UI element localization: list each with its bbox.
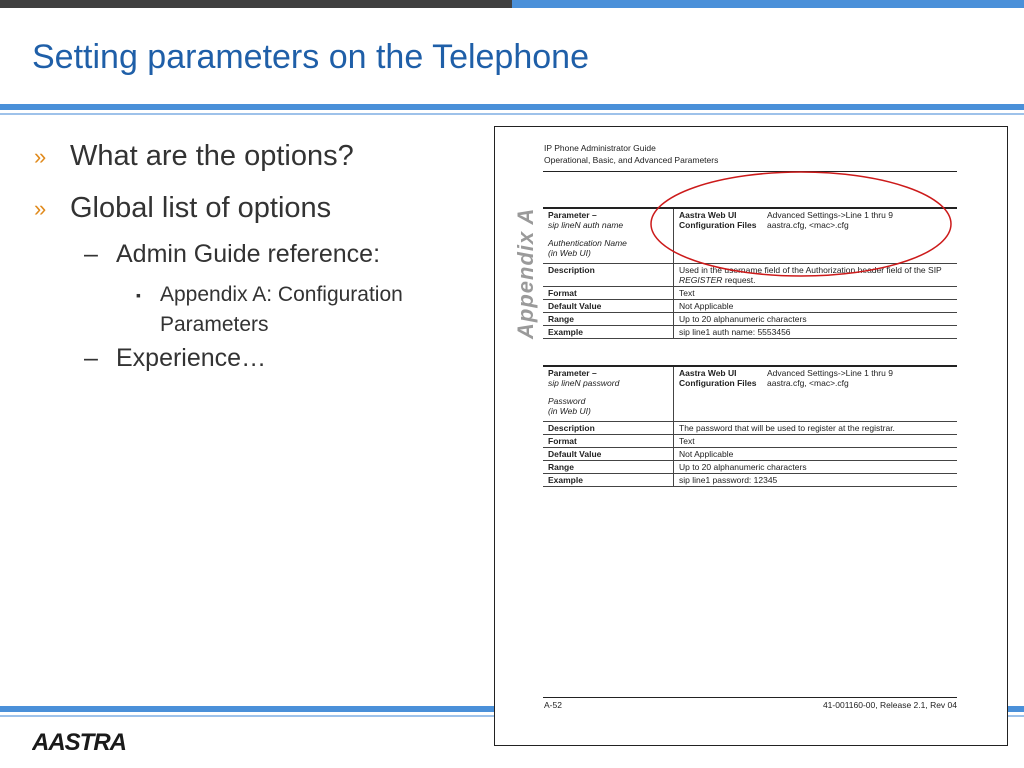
bullet-list bbox=[34, 140, 474, 384]
sub-sub-bullet-item bbox=[34, 280, 474, 340]
table-row: Default Value Not Applicable bbox=[543, 300, 957, 313]
doc-page-number: A-52 bbox=[544, 700, 562, 710]
title-divider bbox=[0, 104, 1024, 110]
aastra-logo bbox=[32, 728, 162, 756]
doc-footer-rule bbox=[543, 697, 957, 698]
doc-release-info: 41-001160-00, Release 2.1, Rev 04 bbox=[822, 700, 957, 710]
table-row: Example sip line1 auth name: 5553456 bbox=[543, 326, 957, 339]
sub-bullet-marker: – bbox=[84, 344, 98, 372]
table-row: Range Up to 20 alphanumeric characters bbox=[543, 313, 957, 326]
title-divider-thin bbox=[0, 113, 1024, 115]
sub-sub-bullet-text: Appendix A: Configuration Parameters bbox=[160, 283, 403, 336]
sub-bullet-item bbox=[34, 344, 474, 384]
doc-header-line1: IP Phone Administrator Guide bbox=[544, 143, 656, 153]
table-row: Default Value Not Applicable bbox=[543, 448, 957, 461]
appendix-side-label: Appendix A bbox=[513, 207, 538, 339]
description-value: Used in the username field of the Authorization header field of the SIP REGISTER request. bbox=[674, 264, 958, 287]
sub-bullet-text: Experience… bbox=[116, 344, 267, 372]
sub-sub-bullet-marker: ▪ bbox=[136, 287, 141, 303]
sub-bullet-item bbox=[34, 240, 474, 280]
bullet-marker: » bbox=[34, 196, 47, 221]
table-row: Description Used in the username field of the Authorization header field of the SIP REGISTER request. bbox=[543, 264, 957, 287]
sub-bullet-marker: – bbox=[84, 240, 98, 268]
document-page-image bbox=[494, 126, 1008, 746]
bullet-item bbox=[34, 140, 474, 192]
bullet-marker: » bbox=[34, 144, 47, 169]
top-bar-dark bbox=[0, 0, 512, 8]
param-location-cell: Aastra Web UI Advanced Settings->Line 1 thru 9 Configuration Files aastra.cfg, <mac>.cfg bbox=[674, 208, 958, 264]
param-location-cell: Aastra Web UI Advanced Settings->Line 1 thru 9 Configuration Files aastra.cfg, <mac>.cfg bbox=[674, 366, 958, 422]
bullet-item bbox=[34, 192, 474, 244]
table-row: Example sip line1 password: 12345 bbox=[543, 474, 957, 487]
table-row: Range Up to 20 alphanumeric characters bbox=[543, 461, 957, 474]
top-bar-blue bbox=[512, 0, 1024, 8]
bullet-text: What are the options? bbox=[70, 140, 354, 172]
param-name-cell: Parameter – sip lineN password Password (in Web UI) bbox=[543, 366, 674, 422]
logo-text: AASTRA bbox=[32, 729, 126, 756]
slide-title: Setting parameters on the Telephone bbox=[32, 38, 589, 76]
table-row: Format Text bbox=[543, 435, 957, 448]
bullet-text: Global list of options bbox=[70, 192, 332, 224]
sub-bullet-text: Admin Guide reference: bbox=[116, 240, 381, 268]
param-name-cell: Parameter – sip lineN auth name Authentication Name (in Web UI) bbox=[543, 208, 674, 264]
table-row: Format Text bbox=[543, 287, 957, 300]
table-row: Description The password that will be used to register at the registrar. bbox=[543, 422, 957, 435]
doc-header-line2: Operational, Basic, and Advanced Parameters bbox=[544, 155, 719, 165]
annotation-ellipse bbox=[495, 127, 1007, 745]
